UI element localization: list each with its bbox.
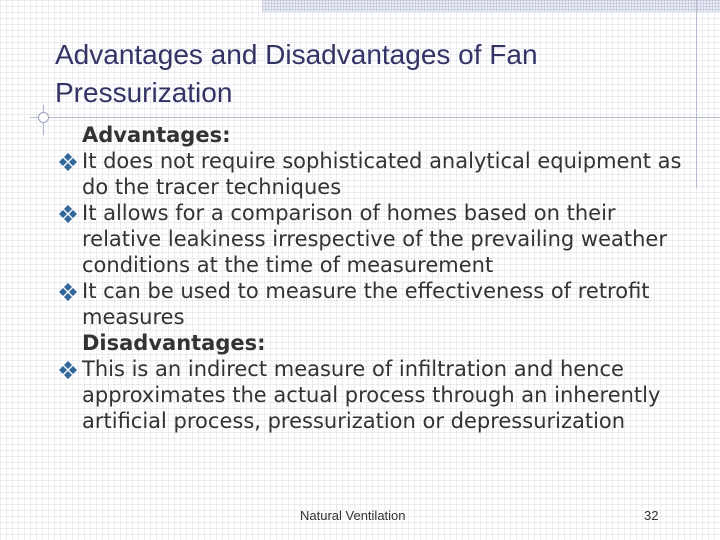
decorative-ring <box>38 112 49 123</box>
page-number: 32 <box>644 508 659 523</box>
diamond-bullet-petal <box>69 158 77 166</box>
slide-title: Advantages and Disadvantages of Fan Pressurization <box>55 39 538 108</box>
bullet-item <box>58 200 698 278</box>
diamond-bullet-petal <box>64 361 72 369</box>
section-heading-advantages <box>58 122 698 148</box>
diamond-bullet-icon <box>58 152 78 172</box>
diamond-bullet-icon <box>58 204 78 224</box>
bullet-item <box>58 148 698 200</box>
diamond-bullet-petal <box>69 366 77 374</box>
diamond-bullet-petal <box>59 210 67 218</box>
diamond-bullet-petal <box>59 366 67 374</box>
diamond-bullet-petal <box>64 153 72 161</box>
diamond-bullet-petal <box>69 210 77 218</box>
slide-body <box>58 122 698 434</box>
diamond-bullet-petal <box>69 288 77 296</box>
heading-text: Disadvantages: <box>82 331 266 355</box>
bullet-item <box>58 356 698 434</box>
heading-text: Advantages: <box>82 123 231 147</box>
bullet-text: It can be used to measure the effectiveness of retrofit measures <box>82 279 650 329</box>
diamond-bullet-petal <box>64 205 72 213</box>
diamond-bullet-petal <box>64 283 72 291</box>
title-underline-rule <box>30 117 720 118</box>
diamond-bullet-petal <box>64 163 72 171</box>
diamond-bullet-petal <box>59 288 67 296</box>
section-heading-disadvantages <box>58 330 698 356</box>
bullet-text: It allows for a comparison of homes based on their relative leakiness irrespective of the prevailing weather conditions at the time of measurement <box>82 201 667 277</box>
diamond-bullet-icon <box>58 282 78 302</box>
decorative-top-band <box>262 0 720 12</box>
bullet-item <box>58 278 698 330</box>
diamond-bullet-icon <box>58 360 78 380</box>
diamond-bullet-petal <box>64 215 72 223</box>
diamond-bullet-petal <box>64 371 72 379</box>
footer-text: Natural Ventilation <box>300 508 406 523</box>
diamond-bullet-petal <box>64 293 72 301</box>
diamond-bullet-petal <box>59 158 67 166</box>
bullet-text: It does not require sophisticated analytical equipment as do the tracer techniques <box>82 149 682 199</box>
bullet-text: This is an indirect measure of infiltration and hence approximates the actual process through an inherently artificial process, pressurization or depressurization <box>82 357 661 433</box>
